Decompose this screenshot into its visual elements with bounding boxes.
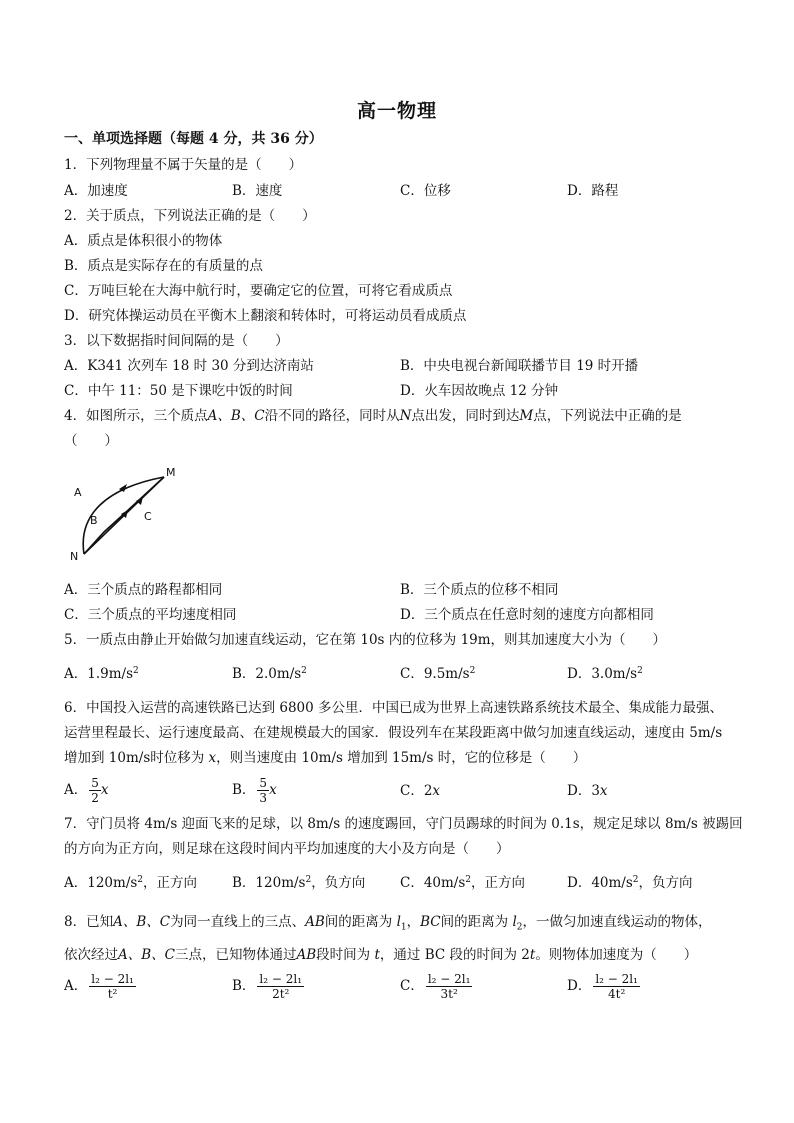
label-c: C [144, 510, 152, 523]
q5-option-b: B．$2.0m/s^2$ [232, 666, 307, 682]
q4-stem-post: 点，下列说法中正确的是 [533, 408, 682, 424]
q1-option-d: D．路程 [567, 183, 619, 199]
q5-option-c: C．$9.5m/s^2$ [400, 666, 476, 682]
q8-a-fraction: $\frac{\text{l₂ − 2l₁}}{\text{t²}}$ [91, 972, 134, 1001]
q4-stem-mid2: 点出发，同时到达 [411, 408, 520, 424]
q7-option-d: D．$40m/s^2$，负方向 [567, 875, 693, 891]
q8-d-fraction: $\frac{\text{l₂ − 2l₁}}{\text{4t²}}$ [595, 972, 638, 1001]
q5-option-d: D．$3.0m/s^2$ [567, 666, 643, 682]
label-a: A [74, 486, 82, 499]
q7-option-a: A．$120m/s^2$，正方向 [64, 875, 198, 891]
question-6-line-2: 运营里程最长、运行速度最高、在建规模最大的国家．假设列车在某段距离中做匀加速直线运动，速度由 5m/s [64, 725, 723, 741]
q4-option-c: C．三个质点的平均速度相同 [64, 607, 237, 623]
q7-option-c: C．$40m/s^2$，正方向 [400, 875, 526, 891]
q2-option-c: C．万吨巨轮在大海中航行时，要确定它的位置，可将它看成质点 [64, 283, 453, 299]
q1-option-a: A．加速度 [64, 183, 128, 199]
q6-option-d: D．3x [567, 783, 608, 799]
label-m: M [166, 466, 176, 479]
question-5-stem: 5．一质点由静止开始做匀加速直线运动，它在第 10s 内的位移为 19m，则其加速度大小为（ ） [64, 632, 667, 648]
q4-point-m: M [519, 408, 534, 424]
q4-option-b: B．三个质点的位移不相同 [400, 582, 559, 598]
q8-option-a: A． $\frac{\text{l₂ − 2l₁}}{\text{t²}}$ [64, 972, 134, 1001]
question-2-stem: 2．关于质点，下列说法正确的是（ ） [64, 208, 316, 224]
path-diagram [66, 460, 206, 570]
question-6-line-1: 6．中国投入运营的高速铁路已达到 6800 多公里．中国已成为世界上高速铁路系统技术最全、集成能力最强、 [64, 700, 724, 716]
q3-option-c: C．中午 11：50 是下课吃中饭的时间 [64, 383, 293, 399]
q2-option-d: D．研究体操运动员在平衡木上翻滚和转体时，可将运动员看成质点 [64, 308, 467, 324]
page-title: 高一物理 [356, 100, 437, 122]
q6-option-b: B． $\frac{5}{3}$ x [232, 776, 277, 805]
q8-option-b: B． $\frac{\text{l₂ − 2l₁}}{\text{2t²}}$ [232, 972, 303, 1001]
label-n: N [70, 550, 79, 563]
section-heading: 一、单项选择题（每题 4 分，共 36 分） [64, 131, 323, 147]
q2-option-a: A．质点是体积很小的物体 [64, 233, 223, 249]
q6-b-fraction: $\frac{5}{3}$ [259, 776, 268, 805]
q4-stem-pre: 4．如图所示，三个质点 [64, 408, 208, 424]
question-3-stem: 3．以下数据指时间间隔的是（ ） [64, 333, 289, 349]
q8-c-fraction: $\frac{\text{l₂ − 2l₁}}{\text{3t²}}$ [427, 972, 471, 1001]
q4-point-n: N [399, 408, 412, 424]
q8-option-c: C． $\frac{\text{l₂ − 2l₁}}{\text{3t²}}$ [400, 972, 471, 1001]
q3-option-a: A．K341 次列车 18 时 30 分到达济南站 [64, 358, 314, 374]
q8-b-fraction: $\frac{\text{l₂ − 2l₁}}{\text{2t²}}$ [259, 972, 303, 1001]
label-b: B [90, 514, 98, 527]
q3-option-b: B．中央电视台新闻联播节目 19 时开播 [400, 358, 639, 374]
question-4-stem [64, 407, 682, 425]
question-1-stem: 1．下列物理量不属于矢量的是（ ） [64, 157, 303, 173]
question-8-line-2: 依次经过A、B、C三点，已知物体通过AB段时间为 t，通过 BC 段的时间为 2t。则物体加速度为（ ） [64, 947, 698, 963]
question-7-line-1: 7．守门员将 4m/s 迎面飞来的足球，以 8m/s 的速度踢回，守门员踢球的时间为 0.1s，规定足球以 8m/s 被踢回 [64, 816, 743, 832]
q1-option-c: C．位移 [400, 183, 451, 199]
q5-option-a: A．$1.9m/s^2$ [64, 666, 139, 682]
q6-option-a: A． $\frac{5}{2}$ x [64, 776, 109, 805]
q7-option-b: B．$120m/s^2$，负方向 [232, 875, 366, 891]
question-6-line-3: 增加到 10m/s时位移为 x，则当速度由 10m/s 增加到 15m/s 时，它的位移是（ ） [64, 750, 587, 766]
q4-paren: （ ） [64, 433, 118, 449]
q2-option-b: B．质点是实际存在的有质量的点 [64, 258, 263, 274]
q4-vars: A、B、C [207, 408, 265, 424]
q6-option-c: C．2x [400, 783, 441, 799]
path-diagram-svg [66, 460, 206, 570]
q3-option-d: D．火车因故晚点 12 分钟 [400, 383, 559, 399]
q6-a-fraction: $\frac{5}{2}$ [91, 776, 99, 805]
question-7-line-2: 的方向为正方向，则足球在这段时间内平均加速度的大小及方向是（ ） [64, 841, 510, 857]
q4-option-d: D．三个质点在任意时刻的速度方向都相同 [400, 607, 654, 623]
q4-stem-mid1: 沿不同的路径，同时从 [264, 408, 400, 424]
question-8-line-1: 8．已知A、B、C为同一直线上的三点、AB间的距离为 $l_1$，BC间的距离为 $l_2$，一做匀加速直线运动的物体， [64, 914, 712, 933]
q4-option-a: A．三个质点的路程都相同 [64, 582, 223, 598]
q8-option-d: D． $\frac{\text{l₂ − 2l₁}}{\text{4t²}}$ [567, 972, 638, 1001]
q1-option-b: B．速度 [232, 183, 283, 199]
